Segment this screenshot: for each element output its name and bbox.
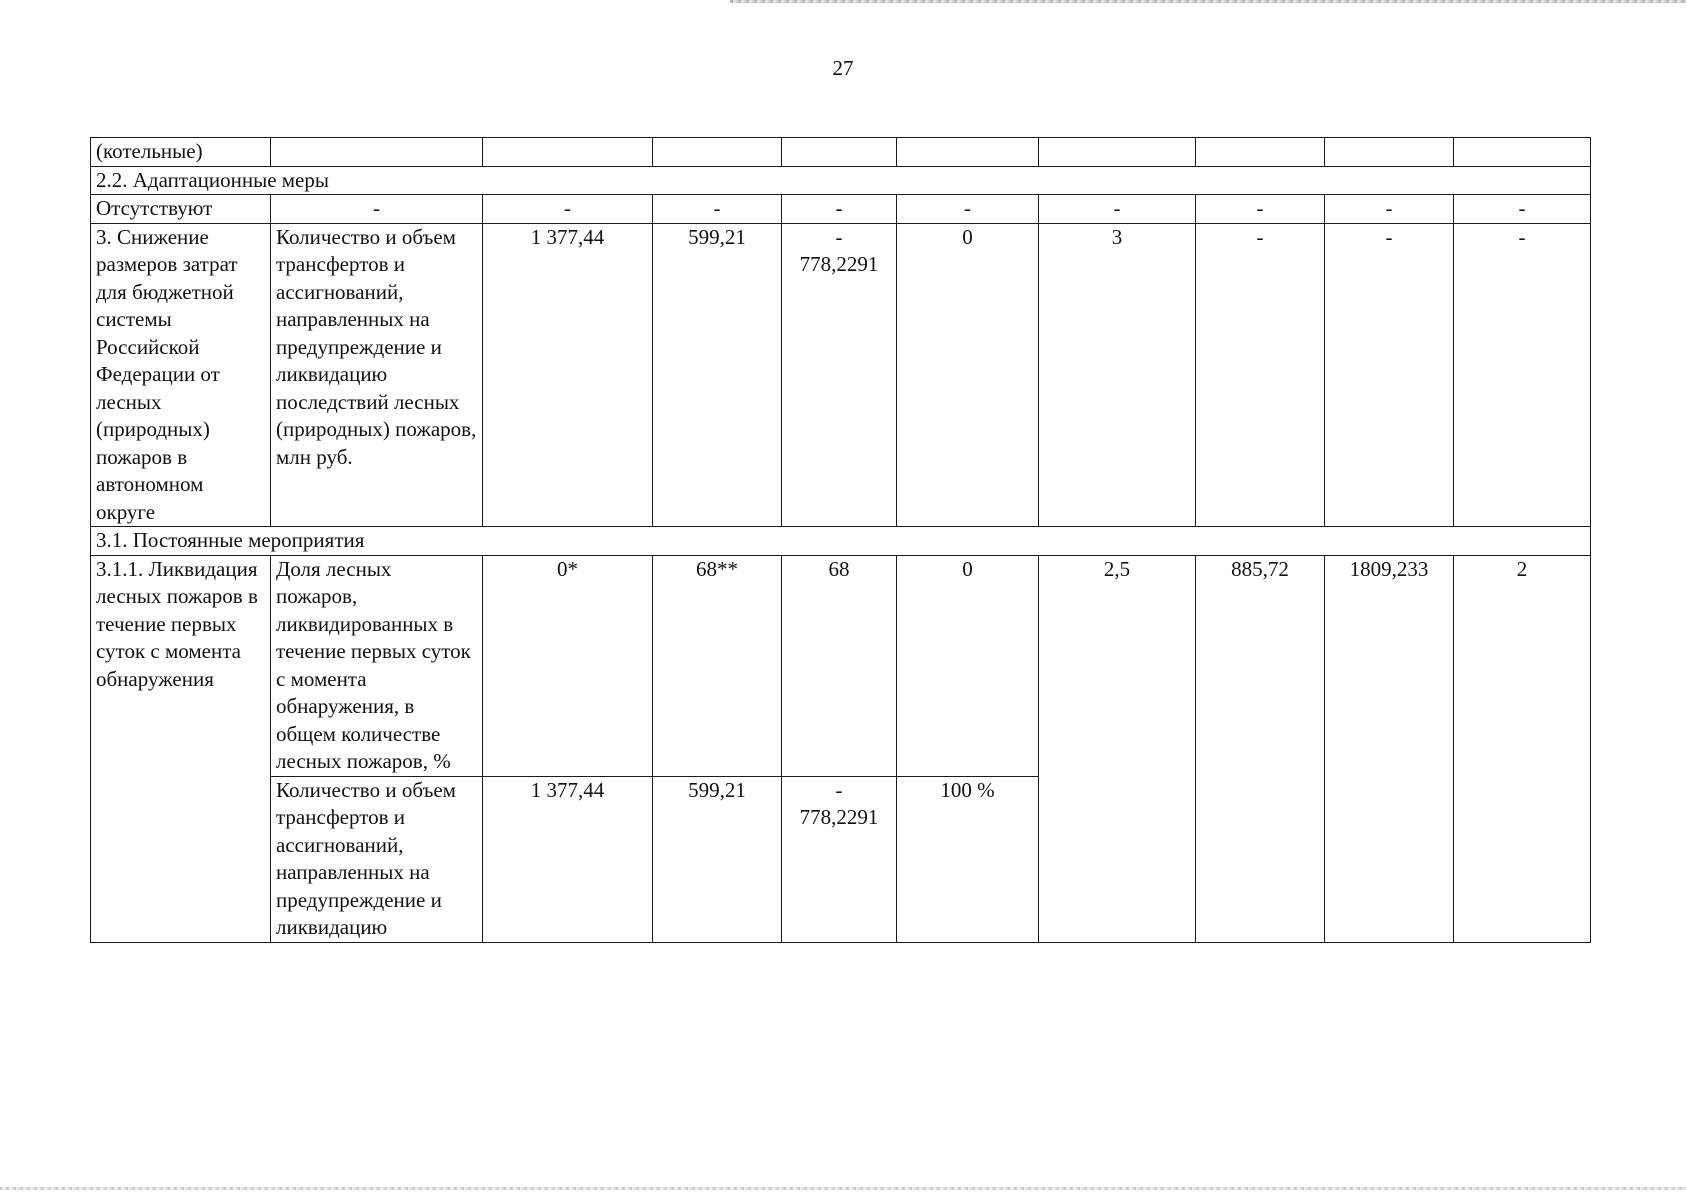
merged-value-cell: 885,72 [1196,555,1325,942]
indicator-cell: Доля лесных пожаров, ликвидированных в течение первых суток с момента обнаружения, в общем количестве лесных пожаров, % [271,555,483,776]
section-row-2-2 [91,166,1591,195]
value-cell: - [1325,195,1454,224]
value-cell: 68 [782,555,897,776]
value-cell: 100 % [897,776,1039,942]
table-row-3-1-1-a [91,555,1591,776]
table-row-absent [91,195,1591,224]
empty-cell [1196,138,1325,167]
section-heading: 2.2. Адаптационные меры [91,166,1591,195]
value-cell: - [1325,223,1454,527]
scan-edge-top [730,0,1686,3]
row-label: Отсутствуют [91,195,271,224]
empty-cell [782,138,897,167]
value-cell: - [1196,195,1325,224]
empty-cell [271,138,483,167]
value-cell: 68** [653,555,782,776]
value-cell: 1 377,44 [483,776,653,942]
page-number: 27 [832,56,854,80]
value-cell: - [1196,223,1325,527]
value-cell: 0* [483,555,653,776]
value-cell: - 778,2291 [782,776,897,942]
empty-cell [653,138,782,167]
value-cell: - [1454,223,1591,527]
merged-value-cell: 2,5 [1039,555,1196,942]
value-cell: 3 [1039,223,1196,527]
row-label: 3.1.1. Ликвидация лесных пожаров в течение первых суток с момента обнаружения [91,555,271,942]
empty-cell [1325,138,1454,167]
measures-table [90,137,1591,943]
value-cell: - [653,195,782,224]
value-cell: - 778,2291 [782,223,897,527]
row-label: 3. Снижение размеров затрат для бюджетной системы Российской Федерации от лесных (природных) пожаров в автономном округе [91,223,271,527]
section-heading: 3.1. Постоянные мероприятия [91,527,1591,556]
empty-cell [483,138,653,167]
value-cell: - [1454,195,1591,224]
value-cell: 1 377,44 [483,223,653,527]
value-cell: - [271,195,483,224]
scan-edge-bottom [0,1187,1686,1190]
value-cell: - [483,195,653,224]
value-cell: - [1039,195,1196,224]
empty-cell [897,138,1039,167]
value-cell: 0 [897,223,1039,527]
empty-cell [1454,138,1591,167]
value-cell: 0 [897,555,1039,776]
row-label: (котельные) [91,138,271,167]
merged-value-cell: 1809,233 [1325,555,1454,942]
value-cell: - [782,195,897,224]
value-cell: 599,21 [653,223,782,527]
indicator-cell: Количество и объем трансфертов и ассигнований, направленных на предупреждение и ликвидацию [271,776,483,942]
indicator-cell: Количество и объем трансфертов и ассигнований, направленных на предупреждение и ликвидацию последствий лесных (природных) пожаров, млн руб. [271,223,483,527]
empty-cell [1039,138,1196,167]
table-row-3 [91,223,1591,527]
value-cell: - [897,195,1039,224]
table-row-kotelnye [91,138,1591,167]
merged-value-cell: 2 [1454,555,1591,942]
value-cell: 599,21 [653,776,782,942]
section-row-3-1 [91,527,1591,556]
